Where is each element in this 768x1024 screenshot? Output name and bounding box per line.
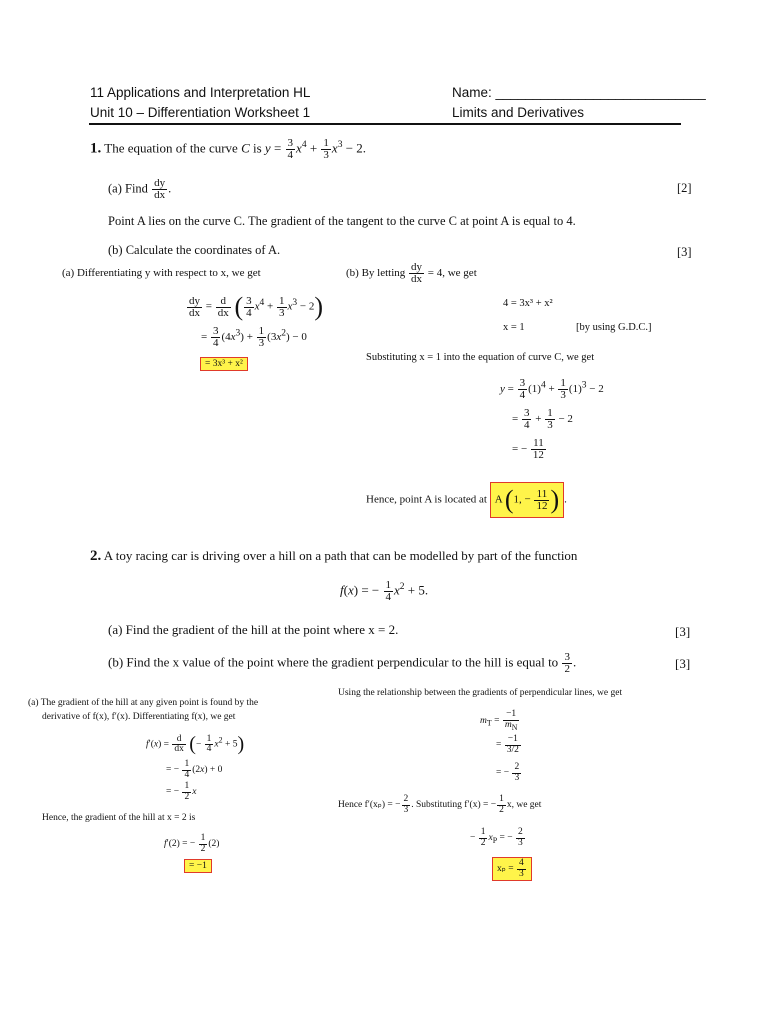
- q1-part-b-marks: [3]: [677, 245, 692, 259]
- q2-sol-b-step1: $m_T$ = $\frac{-1}{m_N}$: [480, 709, 518, 732]
- q2-part-b-marks: [3]: [675, 656, 691, 671]
- q2-sol-b-eq: − $\frac{1}{2}$ $x_P$ = − $\frac{2}{3}$: [470, 827, 523, 848]
- q1-sol-b-y2: = $\frac{3}{4}$ + $\frac{1}{3}$ − 2: [512, 407, 573, 431]
- q1-sol-b-y1: y = $\frac{3}{4}$ $(1)^4$ + $\frac{1}{3}$ $(1)^3 - 2$: [500, 377, 604, 401]
- q1-sol-b-sub: Substituting x = 1 into the equation of curve C, we get: [366, 352, 595, 363]
- header-divider: [89, 123, 681, 125]
- q1-sol-a-step2: = $\frac{3}{4}$ $(4x^3)$ + $\frac{1}{3}$ $(3x^2) - 0$: [201, 325, 307, 349]
- q1-sol-a-step1: $\frac{dy}{dx}$ = $\frac{d}{dx}$ ( $\frac{3}{4}$ $x^4$ + $\frac{1}{3}$ $x^3 - 2$): [189, 292, 324, 321]
- q1-stem: 1. The equation of the curve C is y = $\frac{3}{4}$ $x^4$ + $\frac{1}{3}$ $x^3 - 2$.: [90, 137, 367, 161]
- q2-sol-b-step2: = $\frac{-1}{3/2}$: [496, 734, 519, 755]
- q1-sol-a-answer: = 3x³ + x²: [200, 357, 248, 371]
- name-field: Name: ____________________________: [452, 85, 706, 100]
- q1-sol-b-gdc: [by using G.D.C.]: [576, 322, 652, 333]
- q2-part-b: (b) Find the x value of the point where the gradient perpendicular to the hill is equal to $\frac{3}{2}$ .: [108, 651, 577, 675]
- topic-title: Limits and Derivatives: [452, 105, 585, 120]
- q1-part-b: (b) Calculate the coordinates of A.: [108, 243, 281, 257]
- q1-sol-b-hence: Hence, point A is located at A (1, − $\frac{11}{12}$ ) .: [366, 482, 567, 518]
- worksheet-title: Unit 10 – Differentiation Worksheet 1: [90, 105, 311, 120]
- q1-sol-b-y3: = − $\frac{11}{12}$: [512, 437, 544, 461]
- course-title: 11 Applications and Interpretation HL: [90, 85, 311, 100]
- q2-sol-a-step1: f′(x) = $\frac{d}{dx}$ (− $\frac{1}{4}$ $x^2 + 5$): [146, 733, 245, 755]
- q2-sol-a-line1: (a) The gradient of the hill at any given point is found by the: [28, 698, 259, 708]
- q2-stem: 2. A toy racing car is driving over a hill on a path that can be modelled by part of the function: [90, 548, 578, 564]
- q1-sol-b-answer: A (1, − $\frac{11}{12}$ ): [490, 482, 564, 518]
- q2-part-a: (a) Find the gradient of the hill at the point where x = 2.: [108, 622, 399, 637]
- q2-function: f(x) = − $\frac{1}{4}$ $x^2 + 5$.: [340, 579, 429, 603]
- q2-sol-a-step3: = − $\frac{1}{2}$ x: [166, 781, 197, 802]
- q1-point-text: Point A lies on the curve C. The gradient of the tangent to the curve C at point A is equal to 4.: [108, 214, 576, 228]
- q2-sol-a-eval: f′(2) = − $\frac{1}{2}$ (2): [164, 833, 220, 854]
- q2-sol-a-hence: Hence, the gradient of the hill at x = 2 is: [42, 813, 196, 823]
- q2-sol-b-answer: xₚ = $\frac{4}{3}$: [492, 857, 532, 881]
- q1-sol-b-eq1: 4 = 3x³ + x²: [503, 298, 553, 309]
- q2-sol-b-step3: = − $\frac{2}{3}$: [496, 762, 520, 783]
- q1-sol-a-intro: (a) Differentiating y with respect to x, we get: [62, 267, 261, 279]
- q2-sol-a-line2: derivative of f(x), f′(x). Differentiating f(x), we get: [42, 712, 236, 722]
- q2-sol-b-intro: Using the relationship between the gradients of perpendicular lines, we get: [338, 688, 623, 698]
- q1-part-a: (a) Find $\frac{dy}{dx}$ .: [108, 177, 172, 201]
- q2-sol-a-step2: = − $\frac{1}{4}$ (2x) + 0: [166, 759, 223, 780]
- q2-part-a-marks: [3]: [675, 624, 691, 639]
- q2-sol-a-answer: = −1: [184, 859, 212, 873]
- q1-sol-b-intro: (b) By letting $\frac{dy}{dx}$ = 4, we get: [346, 261, 477, 285]
- q1-sol-b-eq2: x = 1: [503, 322, 525, 333]
- q2-sol-b-hence: Hence f′(xₚ) = − $\frac{2}{3}$ . Substituting f′(x) = − $\frac{1}{2}$ x, we get: [338, 794, 542, 815]
- q1-part-a-marks: [2]: [677, 181, 692, 195]
